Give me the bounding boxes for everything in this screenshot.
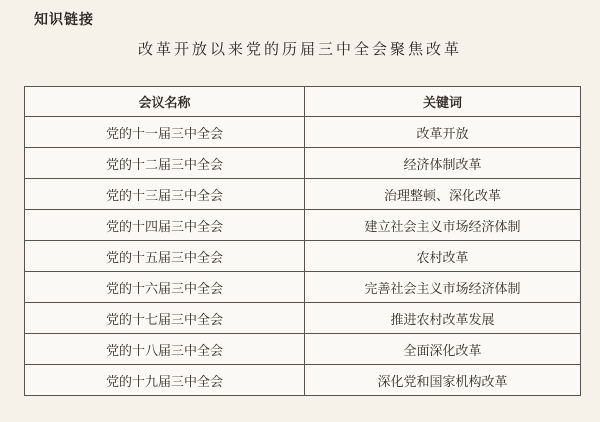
table-row <box>25 148 581 179</box>
keyword-cell: 建立社会主义市场经济体制 <box>305 210 581 241</box>
meeting-name-cell: 党的十五届三中全会 <box>25 241 305 272</box>
keyword-cell: 推进农村改革发展 <box>305 303 581 334</box>
table-row <box>25 210 581 241</box>
header-meeting-name: 会议名称 <box>25 87 305 117</box>
keyword-cell: 完善社会主义市场经济体制 <box>305 272 581 303</box>
meeting-name-cell: 党的十九届三中全会 <box>25 365 305 396</box>
meeting-name-cell: 党的十一届三中全会 <box>25 117 305 148</box>
table-row <box>25 365 581 396</box>
table-header-row <box>25 87 581 117</box>
header-keyword: 关键词 <box>305 87 581 117</box>
keyword-cell: 经济体制改革 <box>305 148 581 179</box>
meeting-name-cell: 党的十六届三中全会 <box>25 272 305 303</box>
keyword-cell: 深化党和国家机构改革 <box>305 365 581 396</box>
table-row <box>25 303 581 334</box>
keyword-cell: 治理整顿、深化改革 <box>305 179 581 210</box>
keyword-cell: 全面深化改革 <box>305 334 581 365</box>
plenum-keywords-table <box>24 86 581 396</box>
meeting-name-cell: 党的十三届三中全会 <box>25 179 305 210</box>
document-title: 改革开放以来党的历届三中全会聚焦改革 <box>137 40 462 58</box>
table-row <box>25 272 581 303</box>
table-row <box>25 241 581 272</box>
meeting-name-cell: 党的十四届三中全会 <box>25 210 305 241</box>
meeting-name-cell: 党的十八届三中全会 <box>25 334 305 365</box>
table-row <box>25 334 581 365</box>
meeting-name-cell: 党的十七届三中全会 <box>25 303 305 334</box>
table-row <box>25 117 581 148</box>
table-row <box>25 179 581 210</box>
meeting-name-cell: 党的十二届三中全会 <box>25 148 305 179</box>
keyword-cell: 农村改革 <box>305 241 581 272</box>
keyword-cell: 改革开放 <box>305 117 581 148</box>
section-label: 知识链接 <box>34 12 94 28</box>
